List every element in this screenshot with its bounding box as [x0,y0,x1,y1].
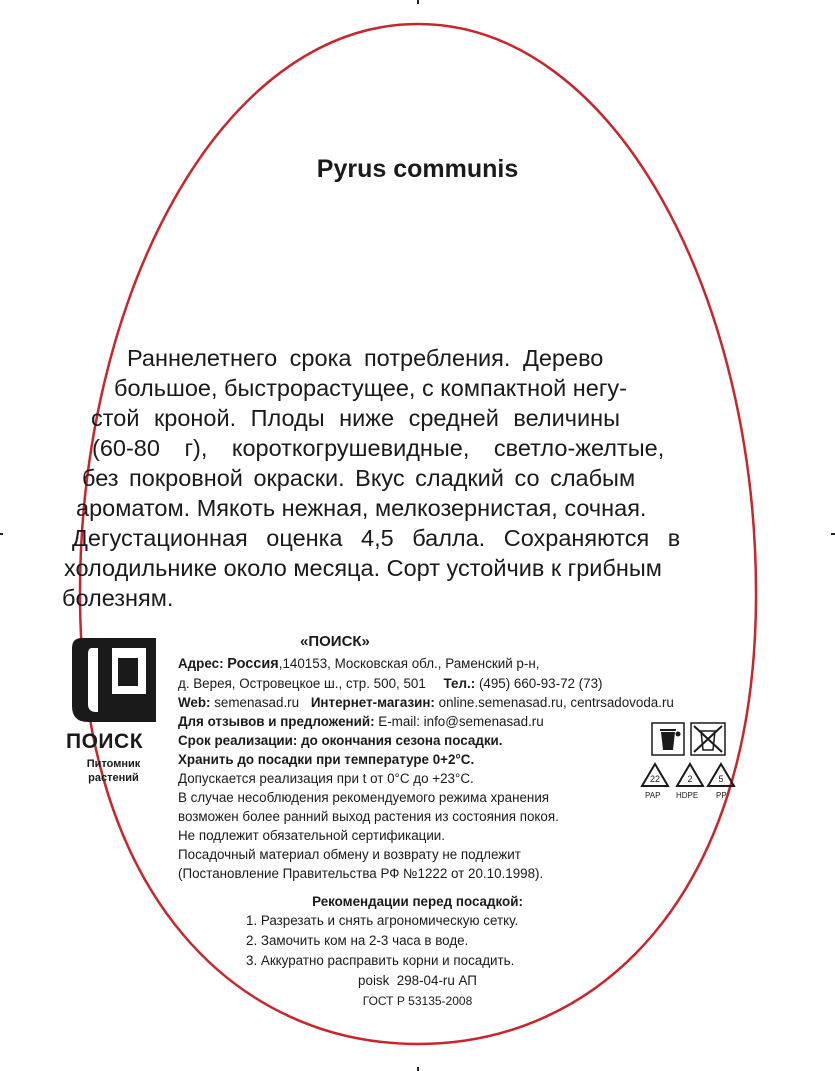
logo-subtitle-line: Питомник [86,758,141,770]
description-line: без покровной окраски. Вкус сладкий со слабым [82,465,636,491]
address-country: Россия [227,656,279,672]
address-line [178,654,674,674]
description-line: (60-80 г), короткогрушевидные, светло-желтые, [92,435,665,461]
crop-mark-left [0,533,3,535]
recommendations-list [246,911,518,971]
recycle-number: 2 [687,774,693,784]
product-code: poisk 298-04-ru АП [358,973,477,988]
web-value: semenasad.ru [214,695,300,710]
description-line: большое, быстрорастущее, с компактной негу- [114,375,628,401]
logo-subtitle [66,757,161,785]
shop-label: Интернет-магазин: [310,695,435,710]
recommendation-item: 3. Аккуратно расправить корни и посадить. [246,953,515,968]
storage-text: Хранить до посадки при температуре 0+2°С. [178,752,475,767]
warning-line: возможен более ранний выход растения из состояния покоя. [178,809,559,824]
address-rest: ,140153, Московская обл., Раменский р-н, [278,656,540,671]
return-policy: Посадочный материал обмену и возврату не подлежит [178,847,521,862]
recycle-number: 22 [649,774,661,784]
crop-mark-bottom [417,1067,419,1071]
recycle-hdpe-icon [675,762,705,790]
recommendations-title: Рекомендации перед посадкой: [312,894,523,909]
no-litter-icon [690,722,726,756]
variety-description [62,343,770,613]
recycle-label: PAP [645,791,661,800]
allowed-temp: Допускается реализация при t от 0°С до +23°С. [178,771,474,786]
logo-subtitle-line: растений [88,772,139,784]
feedback-label: Для отзывов и предложений: [178,714,375,729]
shop-value: online.semenasad.ru, centrsadovoda.ru [438,695,674,710]
crop-mark-top [417,0,419,4]
recycle-pap-icon [640,762,670,790]
description-line: ароматом. Мякоть нежная, мелкозернистая, сочная. [76,495,647,521]
address-line-2 [178,674,674,693]
company-info [178,654,674,883]
brand-name: «ПОИСК» [300,633,370,650]
tel-label: Тел.: [443,676,476,691]
gost-standard: ГОСТ Р 53135-2008 [362,994,473,1008]
web-label: Web: [178,695,211,710]
storage [178,750,674,769]
recycle-number: 5 [718,774,724,784]
description-line: Раннелетнего срока потребления. Дерево [127,345,604,371]
address-street: д. Верея, Островецкое ш., стр. 500, 501 [178,676,426,691]
shelf-life-text: Срок реализации: до окончания сезона посадки. [178,733,503,748]
recycle-label: HDPE [676,791,699,800]
description-line: болезням. [62,585,174,611]
crop-mark-right [831,533,835,535]
recycle-pp-icon [706,762,736,790]
return-policy: (Постановление Правительства РФ №1222 от 20.10.1998). [178,866,544,881]
description-line: Дегустационная оценка 4,5 балла. Сохраняются в [72,525,681,551]
recommendation-item: 1. Разрезать и снять агрономическую сетку. [246,913,519,928]
address-label: Адрес: [178,656,224,671]
description-line: стой кроной. Плоды ниже средней величины [91,405,620,431]
feedback-line [178,712,674,731]
shelf-life [178,731,674,750]
warning-line: В случае несоблюдения рекомендуемого режима хранения [178,790,550,805]
description-line: холодильнике около месяца. Сорт устойчив к грибным [64,555,662,581]
recycle-label: PP [716,791,727,800]
web-line [178,693,674,712]
poisk-logo-icon [68,634,162,728]
dispose-in-bin-icon [651,722,685,756]
tel-value: (495) 660-93-72 (73) [478,676,603,691]
certification: Не подлежит обязательной сертификации. [178,828,445,843]
feedback-value: E-mail: info@semenasad.ru [378,714,544,729]
logo-wordmark: ПОИСК [66,730,144,753]
recommendation-item: 2. Замочить ком на 2-3 часа в воде. [246,933,469,948]
species-title: Pyrus communis [316,155,519,183]
